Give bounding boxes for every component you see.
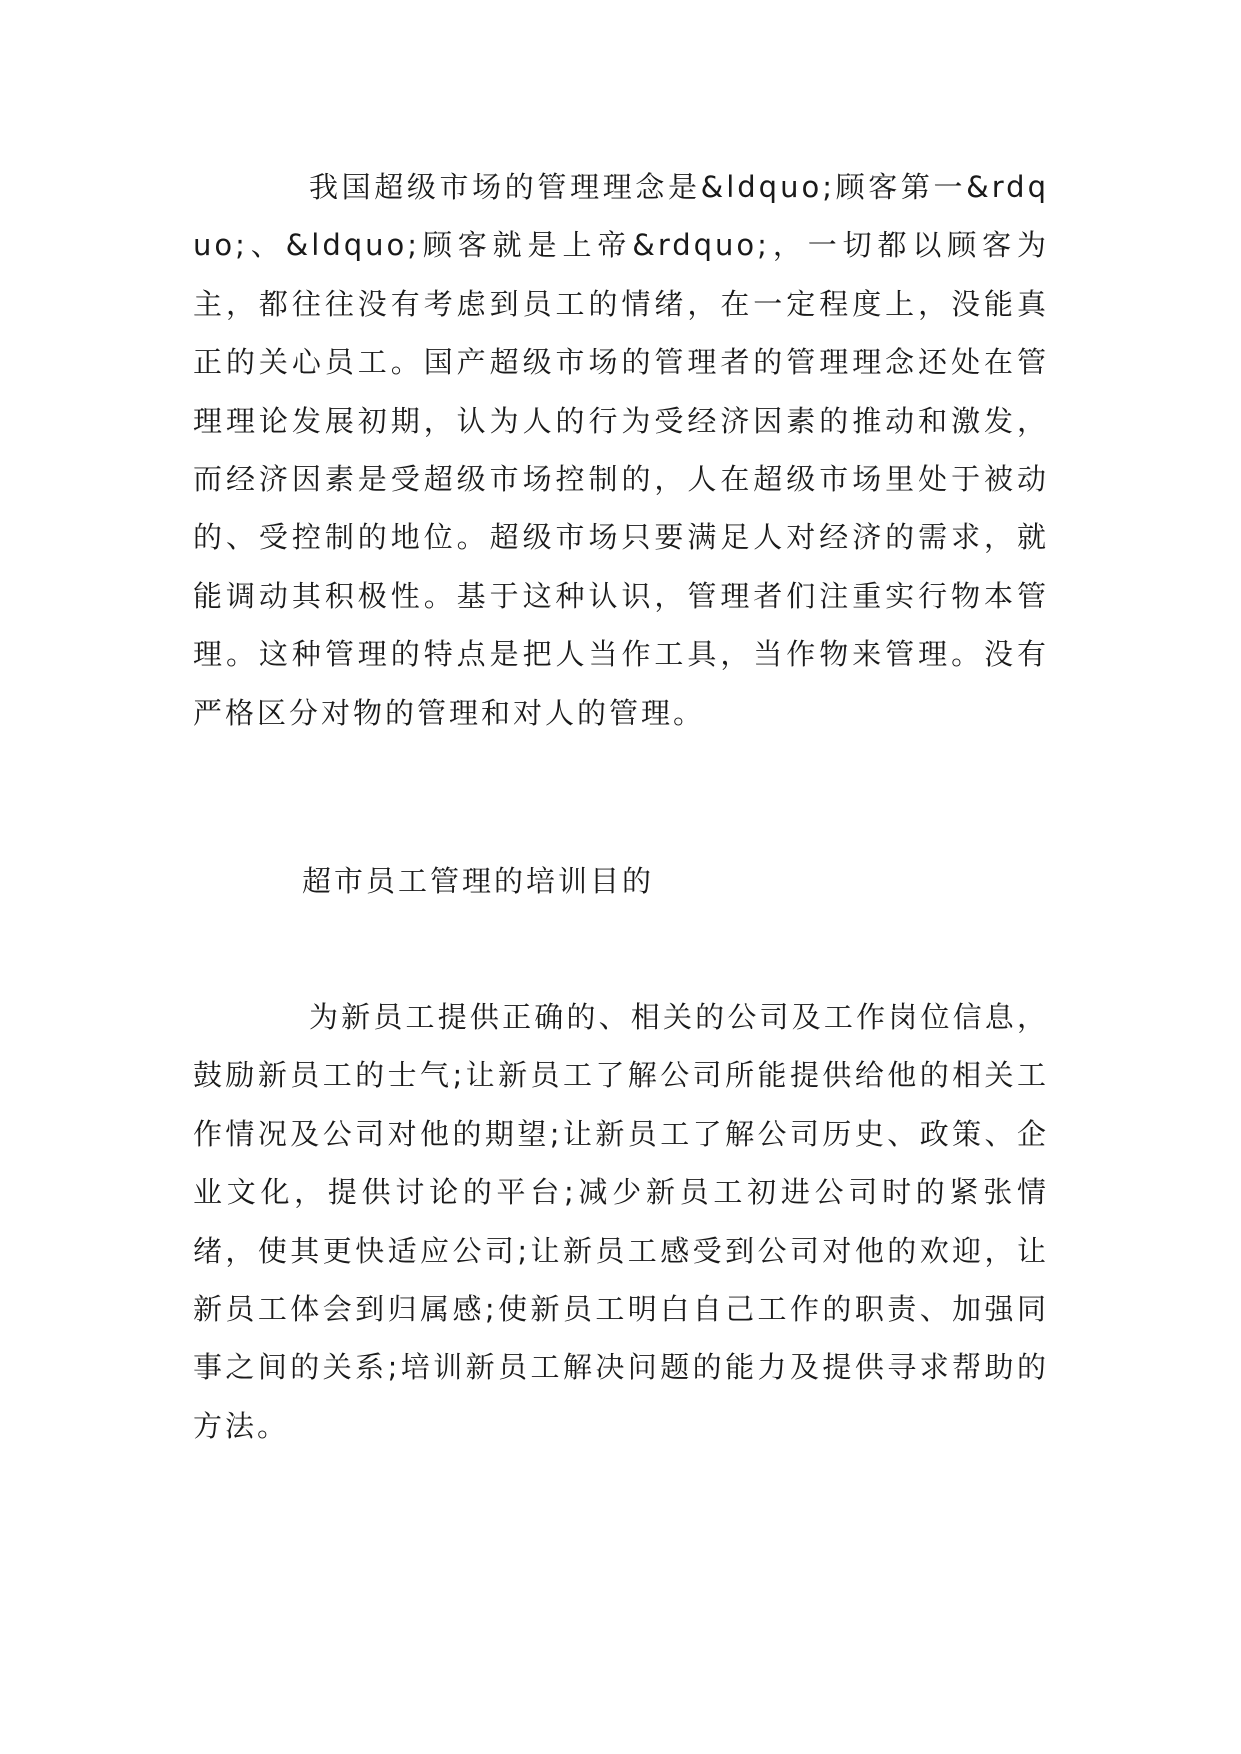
section-heading: 超市员工管理的培训目的 (302, 864, 655, 898)
body-paragraph-2: 为新员工提供正确的、相关的公司及工作岗位信息，鼓励新员工的士气;让新员工了解公司所能提供给他的相关工作情况及公司对他的期望;让新员工了解公司历史、政策、企业文化，提供讨论的平台;减少新员工初进公司时的紧张情绪，使其更快适应公司;让新员工感受到公司对他的欢迎，让新员工体会到归属感;使新员工明白自己工作的职责、加强同事之间的关系;培训新员工解决问题的能力及提供寻求帮助的方法。 (193, 1000, 1049, 1443)
body-paragraph-1: 我国超级市场的管理理念是&ldquo;顾客第一&rdquo;、&ldquo;顾客就是上帝&rdquo;，一切都以顾客为主，都往往没有考虑到员工的情绪，在一定程度上，没能真正的关心员工。国产超级市场的管理者的管理理念还处在管理理论发展初期，认为人的行为受经济因素的推动和激发，而经济因素是受超级市场控制的，人在超级市场里处于被动的、受控制的地位。超级市场只要满足人对经济的需求，就能调动其积极性。基于这种认识，管理者们注重实行物本管理。这种管理的特点是把人当作工具，当作物来管理。没有严格区分对物的管理和对人的管理。 (193, 170, 1049, 730)
